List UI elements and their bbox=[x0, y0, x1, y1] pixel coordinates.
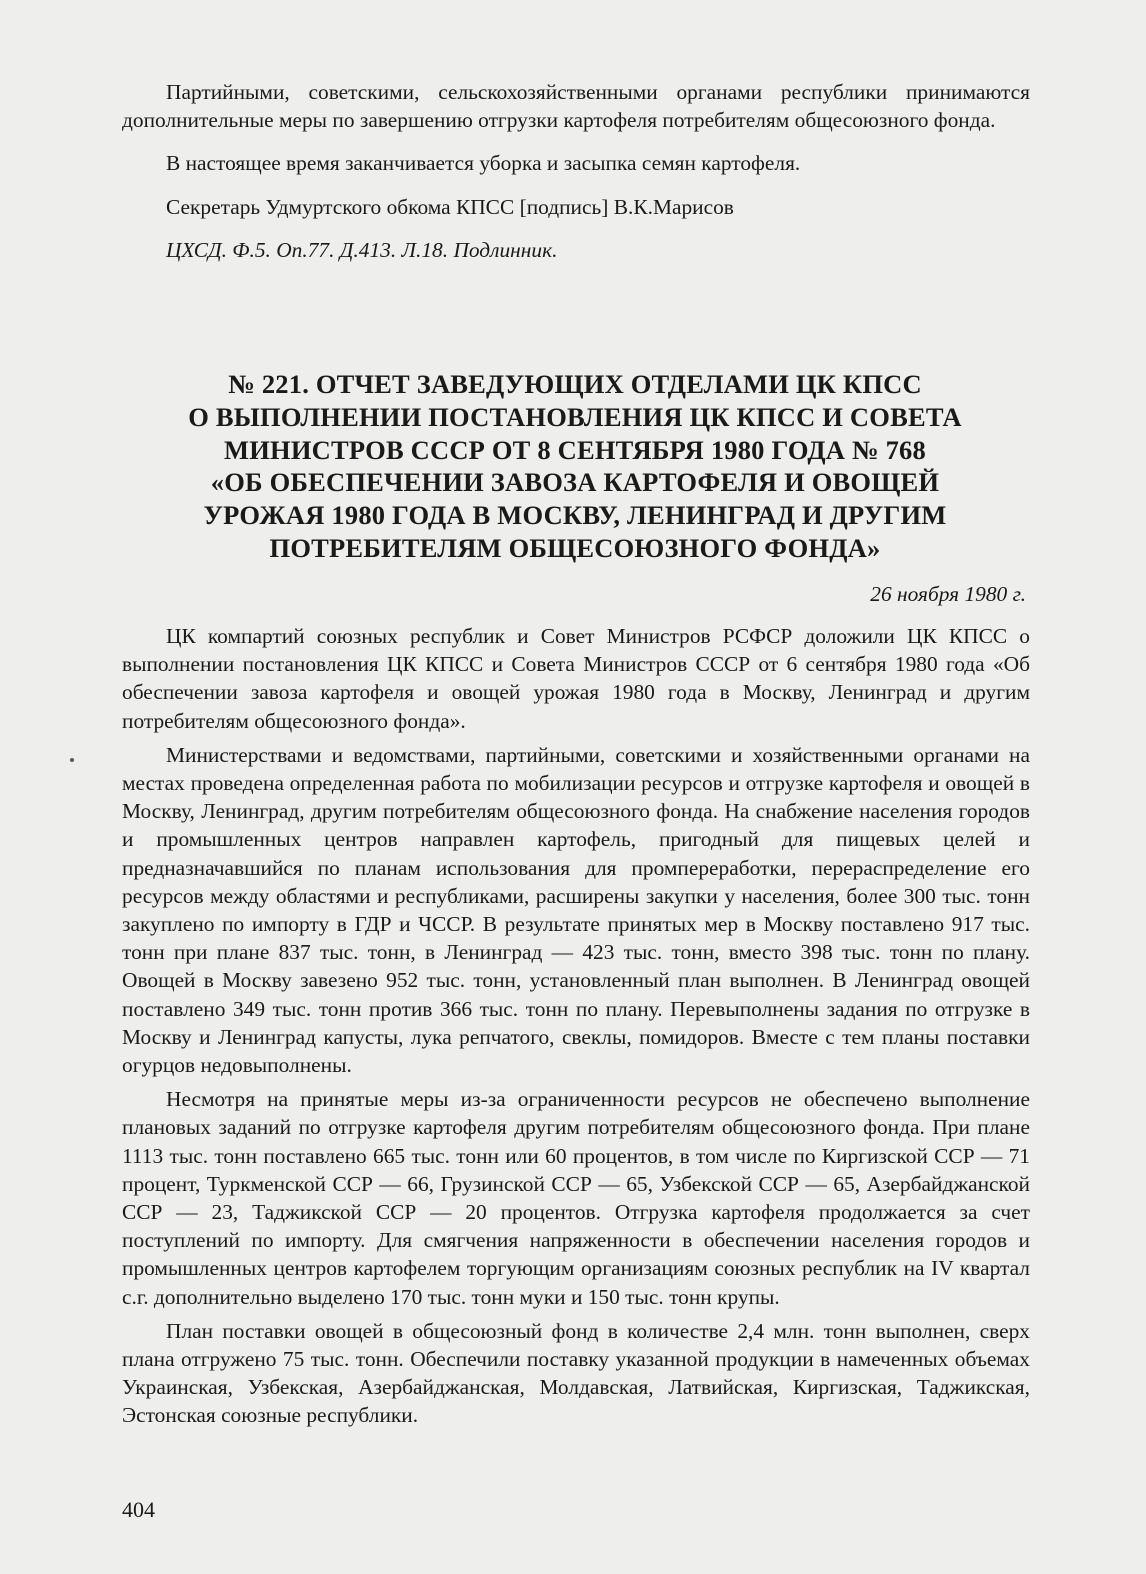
top-section bbox=[122, 78, 1030, 264]
document-title bbox=[150, 368, 1000, 565]
title-line-1: № 221. ОТЧЕТ ЗАВЕДУЮЩИХ ОТДЕЛАМИ ЦК КПСС bbox=[228, 369, 922, 399]
top-paragraph-1: Партийными, советскими, сельскохозяйственными органами республики принимаются дополнительные меры по завершению отгрузки картофеля потребителям общесоюзного фонда. bbox=[122, 80, 1030, 133]
body-paragraph-3: Несмотря на принятые меры из-за ограниченности ресурсов не обеспечено выполнение плановых заданий по отгрузке картофеля другим потребителям общесоюзного фонда. При плане 1113 тыс. тонн поставлено 665 тыс. тонн или 60 процентов, в том числе по Киргизской ССР — 71 процент, Туркменской ССР — 66, Грузинской ССР — 65, Узбекской ССР — 65, Азербайджанской ССР — 23, Таджикской ССР — 20 процентов. Отгрузка картофеля продолжается за счет поступлений по импорту. Для смягчения напряженности в обеспечении населения городов и промышленных центров картофелем торгующим организациям союзных республик на IV квартал с.г. дополнительно выделено 170 тыс. тонн муки и 150 тыс. тонн крупы. bbox=[122, 1087, 1030, 1309]
body-paragraph-2: Министерствами и ведомствами, партийными, советскими и хозяйственными органами на местах проведена определенная работа по мобилизации ресурсов и отгрузке картофеля и овощей в Москву, Ленинград, другим потребителям общесоюзного фонда. На снабжение населения городов и промышленных центров направлен картофель, пригодный для пищевых целей и предназначавшийся по планам использования для промпереработки, перераспределение его ресурсов между областями и республиками, расширены закупки у населения, более 300 тыс. тонн закуплено по импорту в ГДР и ЧССР. В результате принятых мер в Москву поставлено 917 тыс. тонн при плане 837 тыс. тонн, в Ленинград — 423 тыс. тонн, вместо 398 тыс. тонн по плану. Овощей в Москву завезено 952 тыс. тонн, установленный план выполнен. В Ленинград овощей поставлено 349 тыс. тонн против 366 тыс. тонн по плану. Перевыполнены задания по отгрузке в Москву и Ленинград капусты, лука репчатого, свеклы, помидоров. Вместе с тем планы поставки огурцов недовыполнены. bbox=[122, 742, 1030, 1078]
body-paragraph-4: План поставки овощей в общесоюзный фонд в количестве 2,4 млн. тонн выполнен, сверх плана отгружено 75 тыс. тонн. Обеспечили поставку указанной продукции в намеченных объемах Украинская, Узбекская, Азербайджанская, Молдавская, Латвийская, Киргизская, Таджикская, Эстонская союзные республики. bbox=[122, 1318, 1030, 1428]
title-line-5: УРОЖАЯ 1980 ГОДА В МОСКВУ, ЛЕНИНГРАД И ДРУГИМ bbox=[203, 500, 947, 531]
title-line-2: О ВЫПОЛНЕНИИ ПОСТАНОВЛЕНИЯ ЦК КПСС И СОВЕТА bbox=[188, 401, 962, 432]
title-line-4: «ОБ ОБЕСПЕЧЕНИИ ЗАВОЗА КАРТОФЕЛЯ И ОВОЩЕЙ bbox=[210, 467, 940, 498]
title-line-6: ПОТРЕБИТЕЛЯМ ОБЩЕСОЮЗНОГО ФОНДА» bbox=[269, 532, 881, 563]
document-body bbox=[122, 622, 1030, 1430]
body-paragraph-1: ЦК компартий союзных республик и Совет Министров РСФСР доложили ЦК КПСС о выполнении постановления ЦК КПСС и Совета Министров СССР от 6 сентября 1980 года «Об обеспечении завоза картофеля и овощей урожая 1980 года в Москву, Ленинград и другим потребителям общесоюзного фонда». bbox=[122, 624, 1030, 733]
margin-dot bbox=[70, 758, 74, 762]
top-paragraph-2: В настоящее время заканчивается уборка и засыпка семян картофеля. bbox=[166, 151, 801, 176]
signature-line: Секретарь Удмуртского обкома КПСС [подпись] В.К.Марисов bbox=[166, 194, 734, 219]
document-date: 26 ноября 1980 г. bbox=[870, 582, 1026, 606]
page-number: 404 bbox=[122, 1497, 155, 1522]
archive-source: ЦХСД. Ф.5. Оп.77. Д.413. Л.18. Подлинник. bbox=[166, 237, 558, 262]
title-line-3: МИНИСТРОВ СССР ОТ 8 СЕНТЯБРЯ 1980 ГОДА № 768 bbox=[224, 434, 926, 465]
